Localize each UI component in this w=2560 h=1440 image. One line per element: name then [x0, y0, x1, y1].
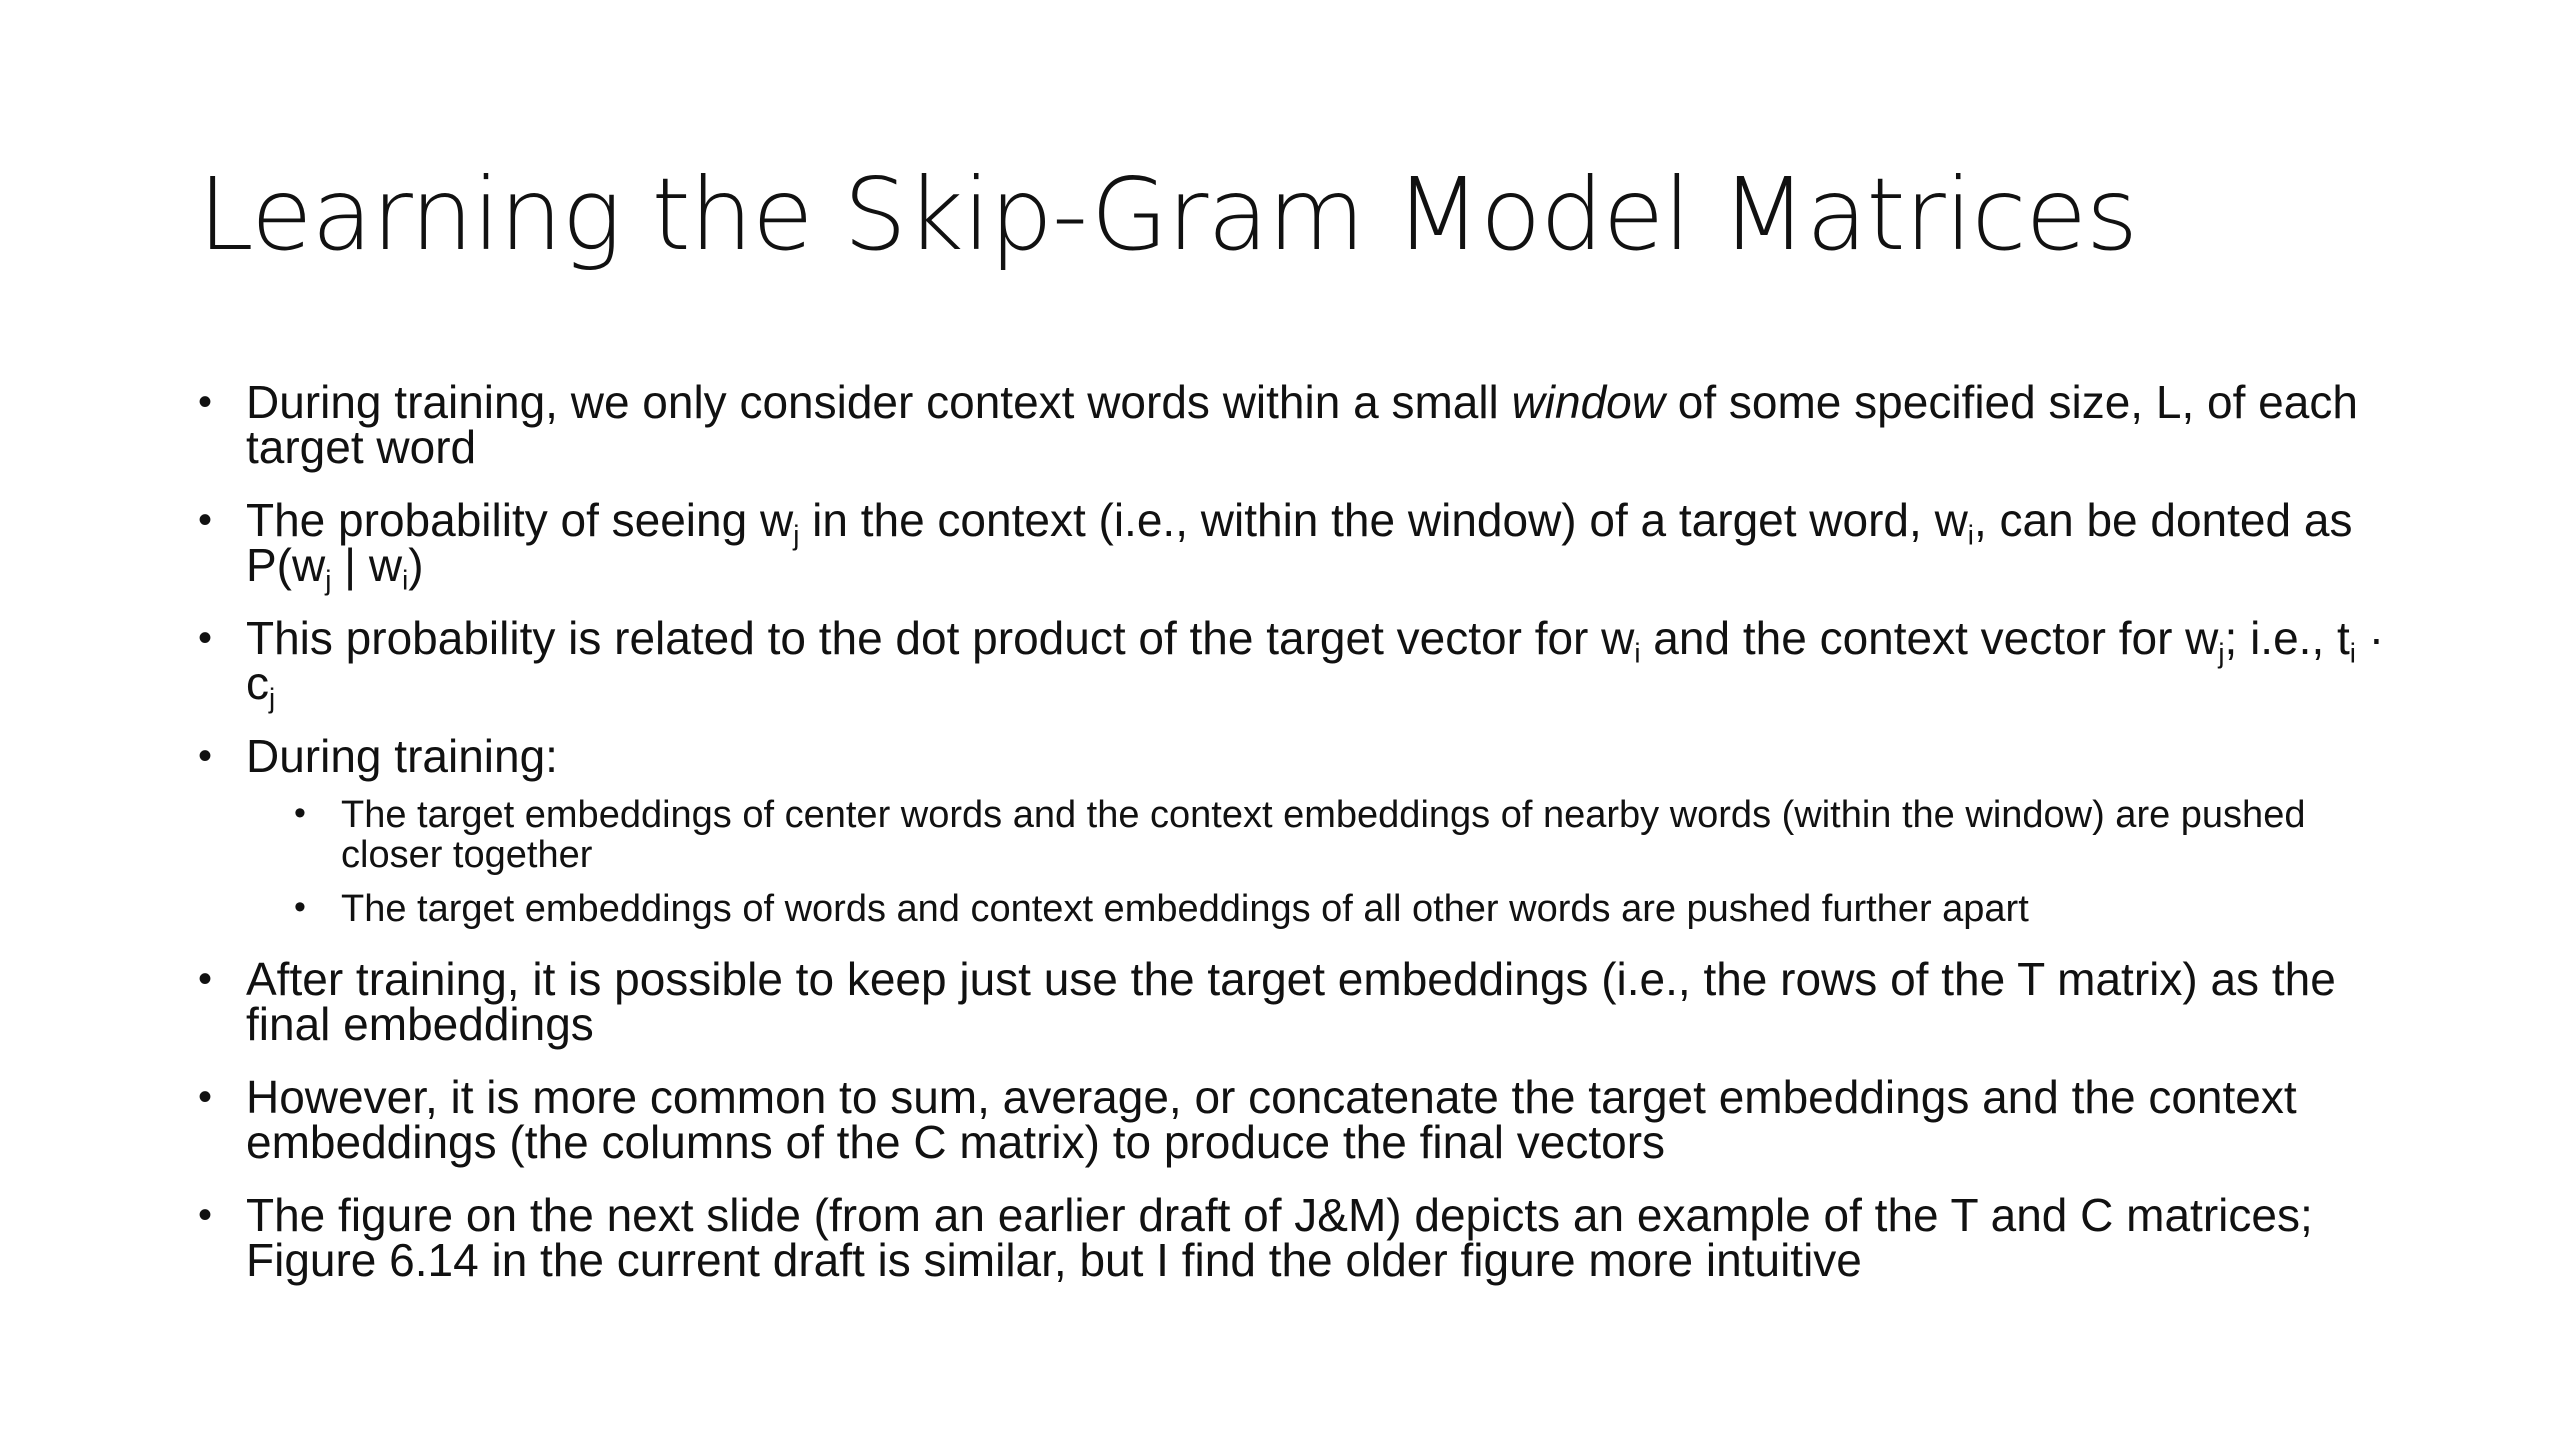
bullet-text: This probability is related to the dot product of the target vector for $w_i$ and the context vector for $w_j$; i.e., $t_i \cdot c_j$	[246, 612, 2385, 714]
bullet-item-dot-product	[198, 612, 2398, 714]
bullet-marker: •	[198, 957, 213, 1001]
sub-bullet-text: The target embeddings of center words and the context embeddings of nearby words (within the window) are pushed closer together	[341, 794, 2306, 876]
bullet-item-combine	[198, 1071, 2398, 1168]
sub-bullet-marker: •	[294, 794, 306, 832]
sub-bullet-marker: •	[294, 888, 306, 926]
slide-title: Learning the Skip-Gram Model Matrices	[198, 156, 2138, 273]
sub-bullet-item-apart	[294, 889, 2398, 929]
bullet-text: The probability of seeing $w_j$ in the context (i.e., within the window) of a target word, $w_i$, can be donted as $P(w_j$ | $w_i$)	[246, 494, 2353, 596]
bullet-item-probability	[198, 494, 2398, 596]
bullet-text: During training, we only consider context words within a small window of some specified size, L, of each target word	[246, 376, 2358, 473]
sub-bullet-text: The target embeddings of words and context embeddings of all other words are pushed further apart	[341, 888, 2029, 930]
bullet-item-window	[198, 376, 2398, 473]
sub-bullet-item-closer	[294, 795, 2398, 875]
bullet-text: During training:	[246, 730, 558, 782]
bullet-item-after-training	[198, 953, 2398, 1050]
bullet-item-during-training	[198, 730, 2398, 930]
bullet-marker: •	[198, 1075, 213, 1119]
bullet-text: The figure on the next slide (from an earlier draft of J&M) depicts an example of the T and C matrices; Figure 6.14 in the current draft is similar, but I find the older figure more intuitive	[246, 1189, 2313, 1286]
bullet-text: However, it is more common to sum, average, or concatenate the target embeddings and the context embeddings (the columns of the C matrix) to produce the final vectors	[246, 1071, 2297, 1168]
bullet-marker: •	[198, 734, 213, 778]
bullet-text: After training, it is possible to keep just use the target embeddings (i.e., the rows of the T matrix) as the final embeddings	[246, 953, 2336, 1050]
bullet-marker: •	[198, 616, 213, 660]
bullet-list	[198, 376, 2398, 1311]
emphasis-window: window	[1511, 376, 1665, 428]
bullet-marker: •	[198, 498, 213, 542]
sub-bullet-list	[246, 795, 2398, 929]
bullet-marker: •	[198, 380, 213, 424]
bullet-item-figure-note	[198, 1189, 2398, 1286]
bullet-marker: •	[198, 1193, 213, 1237]
